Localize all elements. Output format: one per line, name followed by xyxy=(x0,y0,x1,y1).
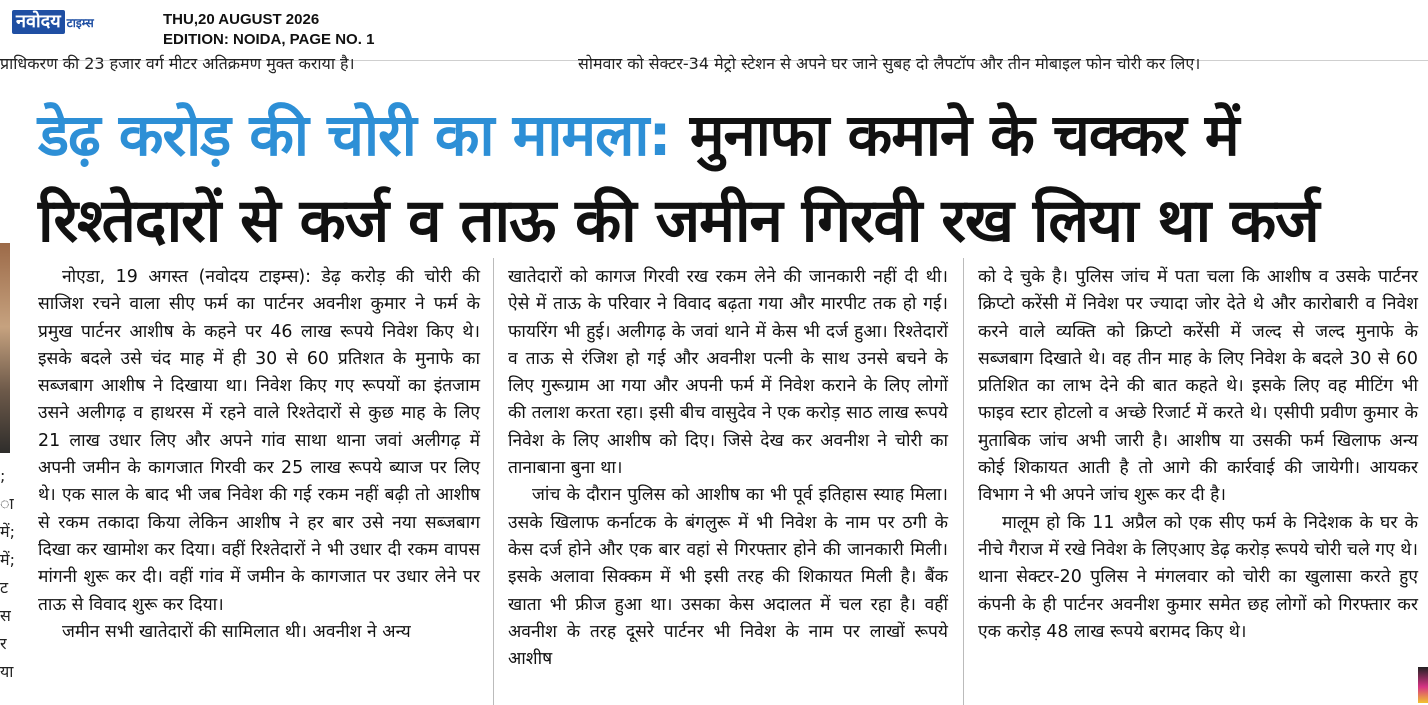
cropped-char: या xyxy=(0,662,14,681)
cropped-left-column xyxy=(0,462,15,686)
logo-wordmark: नवोदय xyxy=(12,10,65,34)
cropped-char: में; xyxy=(0,522,15,541)
headline-line-1-text: मुनाफा कमाने के चक्कर में xyxy=(670,101,1239,169)
headline-kicker: डेढ़ करोड़ की चोरी का मामला: xyxy=(38,101,671,169)
article-paragraph: जमीन सभी खातेदारों की सामिलात थी। अवनीश ने अन्य xyxy=(62,621,411,642)
article-paragraph: खातेदारों को कागज गिरवी रख रकम लेने की जानकारी नहीं दी थी। ऐसे में ताऊ के परिवार ने विवाद बढ़ता गया और मारपीट तक हो गई। फायरिंग भी हुई। अलीगढ़ के जवां थाने में केस भी दर्ज हुआ। रिश्तेदारों व ताऊ से रंजिश हो गई और अवनीश पत्नी के साथ उनसे बचने के लिए गुरूग्राम आ गया और अपनी फर्म में निवेश कराने के लिए लोगों की तलाश करता रहा। इसी बीच वासुदेव ने एक करोड़ साठ लाख रूपये निवेश के लिए आशीष को दिए। जिसे देख कर अवनीश ने चोरी का तानाबाना बुना था। xyxy=(508,267,948,479)
cropped-photo xyxy=(0,243,10,453)
navodaya-times-logo[interactable] xyxy=(12,10,140,36)
article-column-3 xyxy=(978,264,1418,704)
edition-page: EDITION: NOIDA, PAGE NO. 1 xyxy=(163,31,375,48)
cropped-char: ा xyxy=(0,494,14,513)
clipped-text-left: प्राधिकरण की 23 हजार वर्ग मीटर अतिक्रमण मुक्त कराया है। xyxy=(0,54,355,73)
clipped-previous-text xyxy=(0,56,1428,74)
column-divider xyxy=(963,258,964,705)
article-paragraph: को दे चुके है। पुलिस जांच में पता चला कि आशीष व उसके पार्टनर क्रिप्टो करेंसी में निवेश पर ज्यादा जोर देते थे और कारोबारी व निवेश करने वाले व्यक्ति को क्रिप्टो करेंसी में जल्द से जल्द मुनाफे के सब्जबाग दिखाते थे। वह तीन माह के लिए निवेश के बदले 30 से 60 प्रतिशित का लाभ देने की बात कहते थे। इसके लिए वह मीटिंग भी फाइव स्टार होटलो व अच्छे रिजार्ट में करते थे। एसीपी प्रवीण कुमार के मुताबिक जांच अभी जारी है। आशीष या उसकी फर्म खिलाफ अन्य कोई शिकायत आती है तो आगे की कार्रवाई की जायेगी। आयकर विभाग ने भी अपने जांच शुरू कर दी है। xyxy=(978,267,1418,506)
clipped-text-right: सोमवार को सेक्टर-34 मेट्रो स्टेशन से अपने घर जाने सुबह दो लैपटॉप और तीन मोबाइल फोन चोरी कर लिए। xyxy=(578,54,1201,73)
column-divider xyxy=(493,258,494,705)
headline-line-1 xyxy=(38,92,1423,178)
article-headline xyxy=(38,92,1423,264)
page-edge-mark xyxy=(1418,667,1428,703)
cropped-char: ट xyxy=(0,578,9,597)
cropped-char: र xyxy=(0,634,7,653)
article-paragraph: जांच के दौरान पुलिस को आशीष का भी पूर्व इतिहास स्याह मिला। उसके खिलाफ कर्नाटक के बंगलुरू में भी निवेश के नाम पर ठगी के केस दर्ज होने और एक बार वहां से गिरफ्तार होने की जानकारी मिली। इसके अलावा सिक्कम में भी इसी तरह की शिकायत मिली है। बैंक खाता भी फ्रीज हुआ था। उसका केस अदालत में चल रहा है। वहीं अवनीश के तरह दूसरे पार्टनर भी निवेश के नाम पर लाखों रूपये आशीष xyxy=(508,485,948,670)
headline-line-2: रिश्तेदारों से कर्ज व ताऊ की जमीन गिरवी रख लिया था कर्ज xyxy=(38,186,1319,256)
article-column-1 xyxy=(38,264,480,704)
edition-info xyxy=(163,10,374,50)
article-paragraph: नोएडा, 19 अगस्त (नवोदय टाइम्स): डेढ़ करोड़ की चोरी की साजिश रचने वाला सीए फर्म का पार्टनर अवनीश कुमार ने फर्म के प्रमुख पार्टनर आशीष के कहने पर 46 लाख रूपये निवेश किए थे। इसके बदले उसे चंद माह में ही 30 से 60 प्रतिशत के मुनाफे का सब्जबाग आशीष ने दिखाया था। निवेश किए गए रूपयों का इंतजाम उसने अलीगढ़ व हाथरस में रहने वाले रिश्तेदारों से कुछ माह के लिए 21 लाख उधार लिए और अपने गांव साथा थाना जवां अलीगढ़ में अपनी जमीन के कागजात गिरवी कर 25 लाख रूपये ब्याज पर लिए थे। एक साल के बाद भी जब निवेश की गई रकम नहीं बढ़ी तो आशीष से रकम तकादा किया लेकिन आशीष ने हर बार उसे नया सब्जबाग दिखा कर खामोश कर दिया। वहीं रिश्तेदारों ने भी उधार दी रकम वापस मांगनी शुरू कर दी। वहीं गांव में जमीन के कागजात पर उधार लेने पर ताऊ से विवाद शुरू कर दिया। xyxy=(38,267,480,615)
article-column-2 xyxy=(508,264,948,704)
article-paragraph: मालूम हो कि 11 अप्रैल को एक सीए फर्म के निदेशक के घर के नीचे गैराज में रखे निवेश के लिएआए डेढ़ करोड़ रूपये चोरी चले गए थे। थाना सेक्टर-20 पुलिस ने मंगलवार को चोरी का खुलासा करते हुए कंपनी के ही पार्टनर अवनीश कुमार समेत छह लोगों को गिरफ्तार कर एक करोड़ 48 लाख रूपये बरामद किए थे। xyxy=(978,512,1418,642)
logo-subtext: टाइम्स xyxy=(66,16,94,30)
cropped-char: ; xyxy=(0,466,6,485)
cropped-char: स xyxy=(0,606,11,625)
publication-date: THU,20 AUGUST 2026 xyxy=(163,11,320,28)
cropped-char: में; xyxy=(0,550,15,569)
